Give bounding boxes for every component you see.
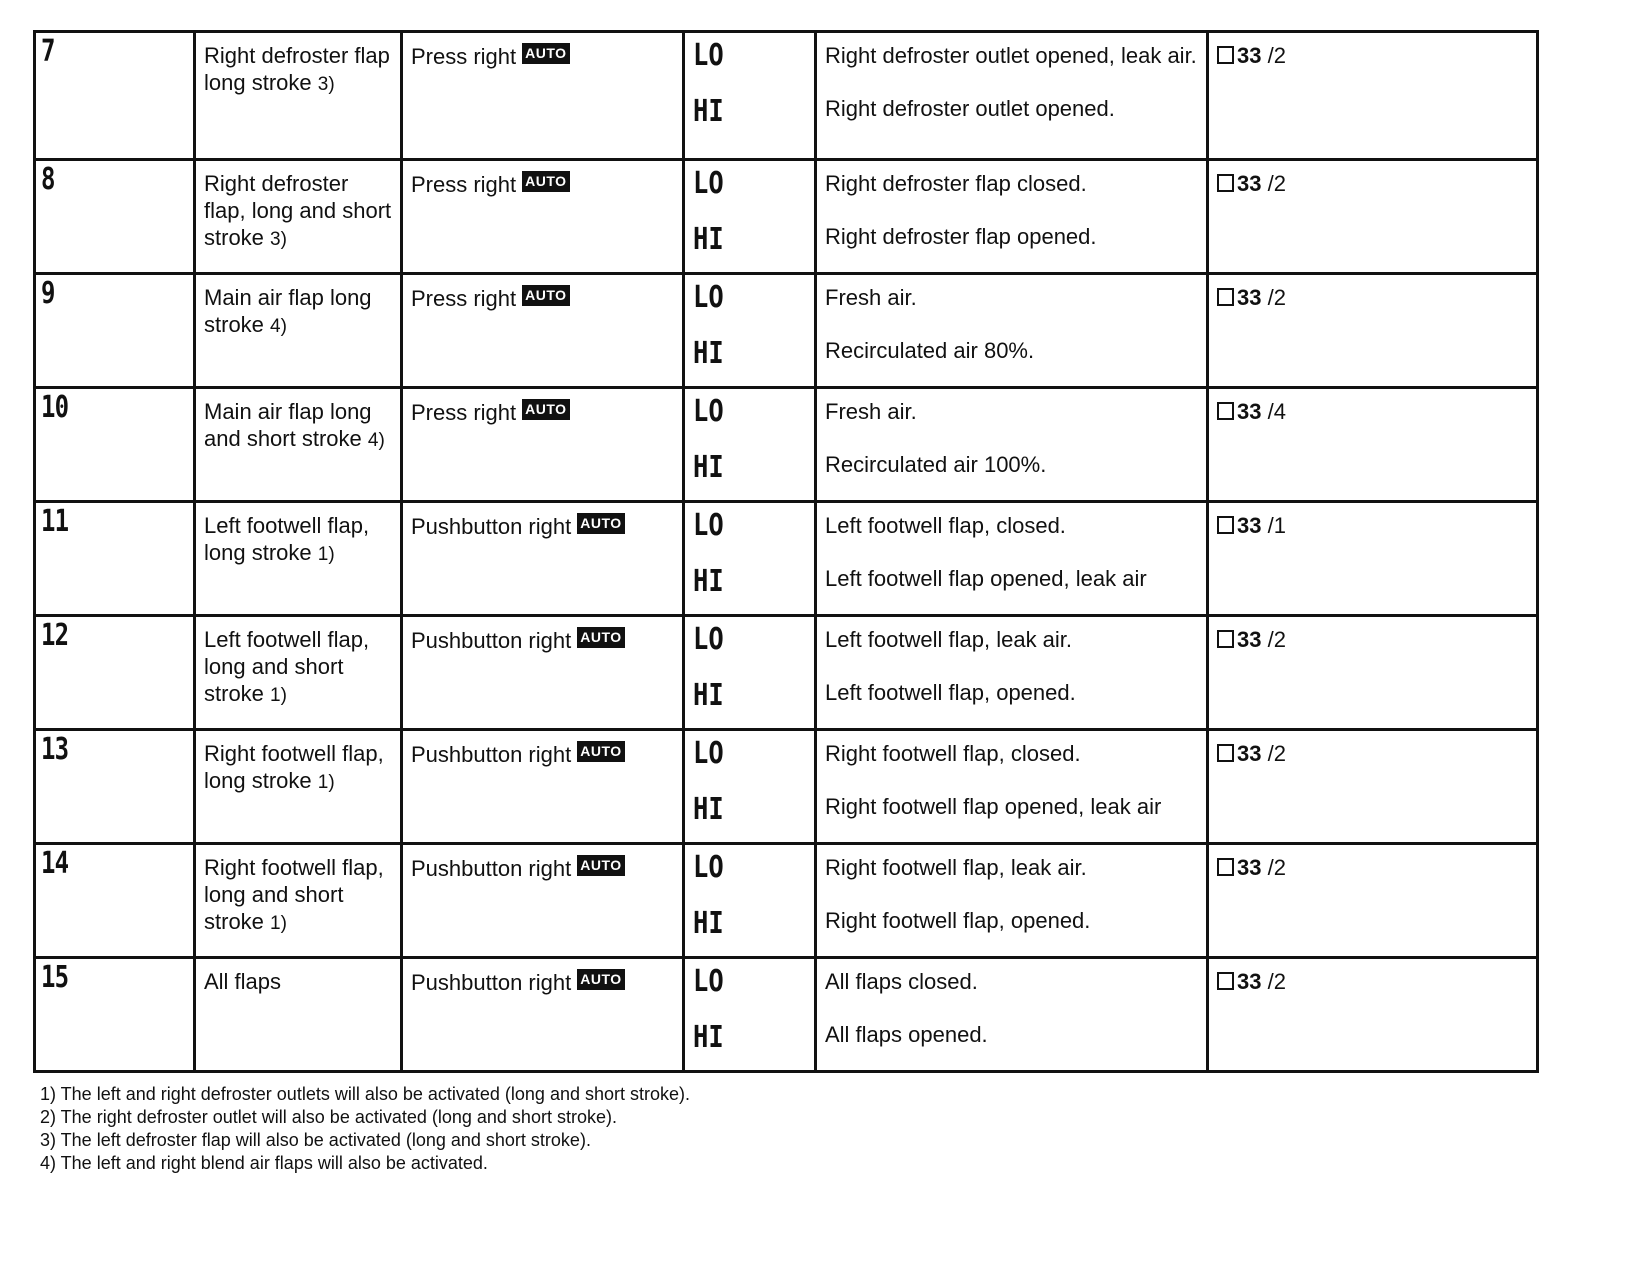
function-footnote: 3) xyxy=(317,73,335,95)
result-lo: Left footwell flap, closed. xyxy=(825,513,1066,538)
reference-cell xyxy=(1208,616,1538,730)
result-hi: Right footwell flap, opened. xyxy=(825,907,1091,933)
action-text: Press right xyxy=(411,286,517,311)
display-hi: HI xyxy=(693,906,724,941)
function-cell xyxy=(195,32,402,160)
auto-button-icon: AUTO xyxy=(577,741,624,762)
reference-cell xyxy=(1208,958,1538,1072)
ref-suffix: /2 xyxy=(1267,171,1286,196)
function-cell xyxy=(195,274,402,388)
action-text: Pushbutton right xyxy=(411,742,572,767)
step-number: 7 xyxy=(35,32,163,160)
result-lo: Right footwell flap, closed. xyxy=(825,741,1081,766)
display-cell xyxy=(684,616,816,730)
ref-number: 33 xyxy=(1237,285,1262,310)
function-cell xyxy=(195,616,402,730)
step-number: 9 xyxy=(35,274,163,388)
checkbox-square-icon xyxy=(1217,744,1234,762)
display-hi: HI xyxy=(693,222,724,257)
step-number: 8 xyxy=(35,160,163,274)
function-footnote: 1) xyxy=(317,771,335,793)
function-footnote: 4) xyxy=(367,429,385,451)
action-cell xyxy=(402,844,684,958)
display-lo: LO xyxy=(693,280,724,315)
result-cell xyxy=(816,730,1208,844)
action-text: Press right xyxy=(411,44,517,69)
result-cell xyxy=(816,616,1208,730)
result-hi: Right footwell flap opened, leak air xyxy=(825,793,1162,819)
function-cell xyxy=(195,730,402,844)
table-row xyxy=(35,616,1538,730)
reference-cell xyxy=(1208,844,1538,958)
table-row xyxy=(35,502,1538,616)
function-footnote: 1) xyxy=(270,912,287,934)
display-lo: LO xyxy=(693,850,724,885)
reference-cell xyxy=(1208,388,1538,502)
table-row xyxy=(35,958,1538,1072)
table-row xyxy=(35,730,1538,844)
step-number: 15 xyxy=(35,958,163,1072)
result-lo: All flaps closed. xyxy=(825,969,978,994)
display-lo: LO xyxy=(693,394,724,429)
function-text: Right footwell flap, long stroke xyxy=(204,741,384,793)
action-cell xyxy=(402,502,684,616)
function-text: Right defroster flap long stroke xyxy=(204,43,390,95)
auto-button-icon: AUTO xyxy=(577,627,624,648)
action-text: Press right xyxy=(411,172,517,197)
action-text: Pushbutton right xyxy=(411,514,572,539)
reference-cell xyxy=(1208,502,1538,616)
reference-cell xyxy=(1208,274,1538,388)
action-cell xyxy=(402,160,684,274)
footnote-1: 1) The left and right defroster outlets will also be activated (long and short stroke). xyxy=(40,1084,691,1104)
footnote-2: 2) The right defroster outlet will also be activated (long and short stroke). xyxy=(40,1107,617,1127)
result-hi: Recirculated air 100%. xyxy=(825,451,1047,477)
ref-number: 33 xyxy=(1237,969,1262,994)
checkbox-square-icon xyxy=(1217,288,1234,306)
result-lo: Right defroster outlet opened, leak air. xyxy=(825,43,1197,68)
function-footnote: 4) xyxy=(270,315,287,337)
function-text: Left footwell flap, long stroke xyxy=(204,513,370,565)
footnote-3: 3) The left defroster flap will also be activated (long and short stroke). xyxy=(40,1130,591,1150)
result-cell xyxy=(816,274,1208,388)
ref-suffix: /2 xyxy=(1267,969,1286,994)
display-hi: HI xyxy=(693,450,724,485)
table-row xyxy=(35,844,1538,958)
function-footnote: 1) xyxy=(270,684,287,706)
checkbox-square-icon xyxy=(1217,516,1234,534)
display-cell xyxy=(684,844,816,958)
action-text: Pushbutton right xyxy=(411,628,572,653)
reference-cell xyxy=(1208,730,1538,844)
step-number: 14 xyxy=(35,844,163,958)
function-text: Main air flap long stroke xyxy=(204,285,372,337)
display-cell xyxy=(684,958,816,1072)
result-hi: All flaps opened. xyxy=(825,1021,988,1047)
display-lo: LO xyxy=(693,736,724,771)
result-cell xyxy=(816,388,1208,502)
result-hi: Right defroster outlet opened. xyxy=(825,95,1115,121)
function-cell xyxy=(195,160,402,274)
action-cell xyxy=(402,274,684,388)
checkbox-square-icon xyxy=(1217,972,1234,990)
auto-button-icon: AUTO xyxy=(522,285,569,306)
result-cell xyxy=(816,32,1208,160)
display-lo: LO xyxy=(693,508,724,543)
checkbox-square-icon xyxy=(1217,46,1234,64)
function-footnote: 1) xyxy=(317,543,335,565)
display-hi: HI xyxy=(693,678,724,713)
ref-suffix: /2 xyxy=(1267,627,1286,652)
table-row xyxy=(35,32,1538,160)
step-number: 12 xyxy=(35,616,163,730)
ref-number: 33 xyxy=(1237,43,1262,68)
footnotes xyxy=(40,1083,1440,1175)
function-cell xyxy=(195,388,402,502)
display-hi: HI xyxy=(693,792,724,827)
result-lo: Fresh air. xyxy=(825,285,917,310)
step-number: 10 xyxy=(35,388,163,502)
function-cell xyxy=(195,958,402,1072)
display-cell xyxy=(684,730,816,844)
ref-number: 33 xyxy=(1237,513,1262,538)
flap-test-table xyxy=(33,30,1539,1073)
result-cell xyxy=(816,958,1208,1072)
function-text: Right footwell flap, long and short stroke xyxy=(204,855,384,934)
auto-button-icon: AUTO xyxy=(522,43,569,64)
display-hi: HI xyxy=(693,94,724,129)
ref-suffix: /4 xyxy=(1267,399,1286,424)
action-cell xyxy=(402,616,684,730)
function-footnote: 3) xyxy=(270,228,287,250)
action-cell xyxy=(402,730,684,844)
result-lo: Right footwell flap, leak air. xyxy=(825,855,1087,880)
checkbox-square-icon xyxy=(1217,402,1234,420)
display-lo: LO xyxy=(693,166,724,201)
result-hi: Left footwell flap opened, leak air xyxy=(825,565,1147,591)
display-hi: HI xyxy=(693,336,724,371)
footnote-4: 4) The left and right blend air flaps will also be activated. xyxy=(40,1153,488,1173)
display-cell xyxy=(684,32,816,160)
function-text: Right defroster flap, long and short stroke xyxy=(204,171,392,250)
table-row xyxy=(35,274,1538,388)
auto-button-icon: AUTO xyxy=(577,969,624,990)
display-cell xyxy=(684,274,816,388)
result-hi: Left footwell flap, opened. xyxy=(825,679,1076,705)
display-hi: HI xyxy=(693,564,724,599)
auto-button-icon: AUTO xyxy=(577,855,624,876)
step-number: 13 xyxy=(35,730,163,844)
action-text: Pushbutton right xyxy=(411,856,572,881)
result-lo: Left footwell flap, leak air. xyxy=(825,627,1073,652)
ref-number: 33 xyxy=(1237,171,1262,196)
auto-button-icon: AUTO xyxy=(577,513,624,534)
result-lo: Fresh air. xyxy=(825,399,917,424)
ref-suffix: /2 xyxy=(1267,741,1286,766)
result-hi: Right defroster flap opened. xyxy=(825,223,1097,249)
checkbox-square-icon xyxy=(1217,858,1234,876)
display-cell xyxy=(684,160,816,274)
ref-number: 33 xyxy=(1237,627,1262,652)
table-row xyxy=(35,388,1538,502)
result-lo: Right defroster flap closed. xyxy=(825,171,1087,196)
function-text: All flaps xyxy=(204,969,282,994)
function-cell xyxy=(195,844,402,958)
reference-cell xyxy=(1208,32,1538,160)
ref-suffix: /2 xyxy=(1267,43,1286,68)
auto-button-icon: AUTO xyxy=(522,399,569,420)
table-row xyxy=(35,160,1538,274)
result-cell xyxy=(816,844,1208,958)
ref-number: 33 xyxy=(1237,855,1262,880)
action-cell xyxy=(402,388,684,502)
reference-cell xyxy=(1208,160,1538,274)
checkbox-square-icon xyxy=(1217,174,1234,192)
ref-suffix: /2 xyxy=(1267,855,1286,880)
display-hi: HI xyxy=(693,1020,724,1055)
ref-suffix: /1 xyxy=(1267,513,1286,538)
result-cell xyxy=(816,160,1208,274)
ref-number: 33 xyxy=(1237,399,1262,424)
display-cell xyxy=(684,502,816,616)
step-number: 11 xyxy=(35,502,163,616)
ref-suffix: /2 xyxy=(1267,285,1286,310)
display-lo: LO xyxy=(693,38,724,73)
action-cell xyxy=(402,958,684,1072)
function-text: Main air flap long and short stroke xyxy=(204,399,372,451)
action-text: Press right xyxy=(411,400,517,425)
ref-number: 33 xyxy=(1237,741,1262,766)
display-lo: LO xyxy=(693,622,724,657)
auto-button-icon: AUTO xyxy=(522,171,569,192)
action-text: Pushbutton right xyxy=(411,970,572,995)
display-lo: LO xyxy=(693,964,724,999)
function-text: Left footwell flap, long and short stroke xyxy=(204,627,370,706)
checkbox-square-icon xyxy=(1217,630,1234,648)
result-hi: Recirculated air 80%. xyxy=(825,337,1035,363)
result-cell xyxy=(816,502,1208,616)
action-cell xyxy=(402,32,684,160)
display-cell xyxy=(684,388,816,502)
function-cell xyxy=(195,502,402,616)
